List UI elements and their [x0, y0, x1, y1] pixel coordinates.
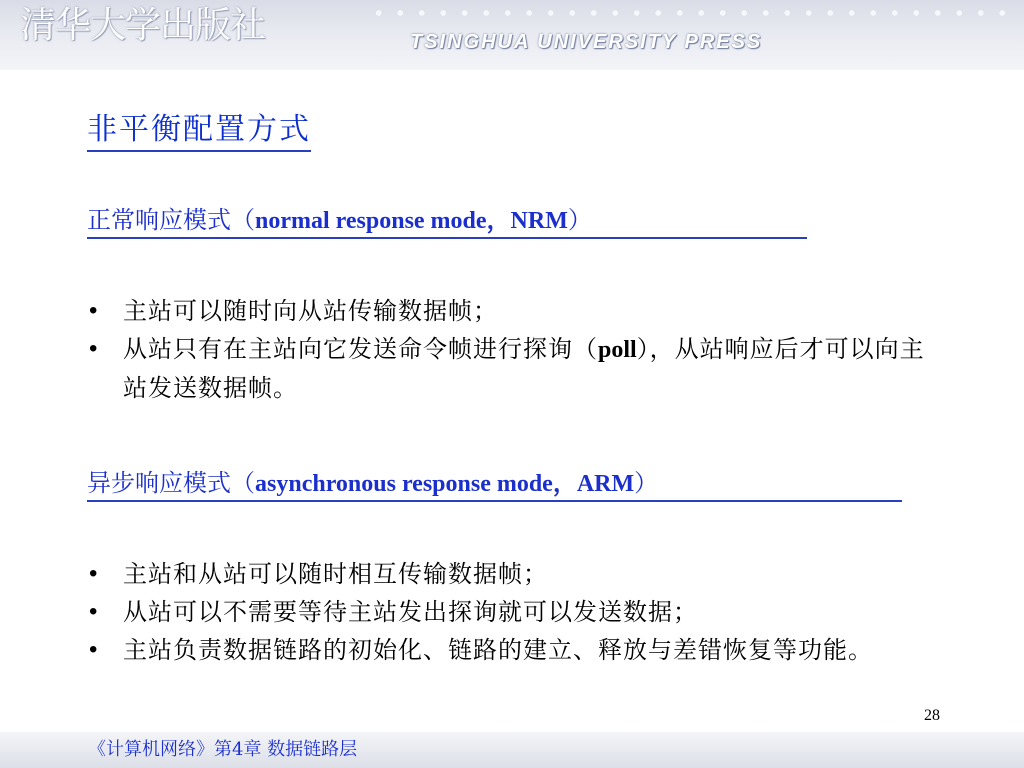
bullet-item: • 主站可以随时向从站传输数据帧；	[87, 292, 947, 330]
section-heading-nrm	[87, 204, 807, 239]
bullet-text-term: poll	[598, 337, 637, 363]
bullet-item: • 主站和从站可以随时相互传输数据帧；	[87, 555, 947, 593]
bullet-item: • 主站负责数据链路的初始化、链路的建立、释放与差错恢复等功能。	[87, 631, 947, 669]
slide-title: 非平衡配置方式	[87, 110, 311, 152]
section-heading-en: normal response mode，NRM	[255, 208, 568, 234]
arm-bullet-list	[87, 555, 947, 669]
bullet-item: • 从站可以不需要等待主站发出探询就可以发送数据；	[87, 593, 947, 631]
section-heading-close: ）	[567, 206, 592, 234]
publisher-name-english: TSINGHUA UNIVERSITY PRESS	[410, 31, 763, 53]
publisher-name-chinese: 清华大学出版社	[20, 5, 266, 46]
bullet-text-post: ），从站响应后才可以向主站发送数据帧。	[123, 335, 925, 402]
bullet-text-pre: 从站只有在主站向它发送命令帧进行探询（	[123, 335, 598, 363]
slide-header-banner	[0, 0, 1024, 70]
section-heading-close: ）	[634, 469, 659, 497]
section-heading-arm	[87, 467, 902, 502]
nrm-bullet-list	[87, 292, 947, 407]
section-heading-en: asynchronous response mode，ARM	[255, 471, 635, 497]
header-dot-row	[368, 7, 1008, 19]
bullet-item	[87, 330, 947, 407]
section-heading-cn: 异步响应模式（	[87, 469, 255, 497]
section-heading-cn: 正常响应模式（	[87, 206, 255, 234]
page-number: 28	[924, 707, 940, 724]
footer-course-chapter: 《计算机网络》第4章 数据链路层	[88, 739, 358, 760]
